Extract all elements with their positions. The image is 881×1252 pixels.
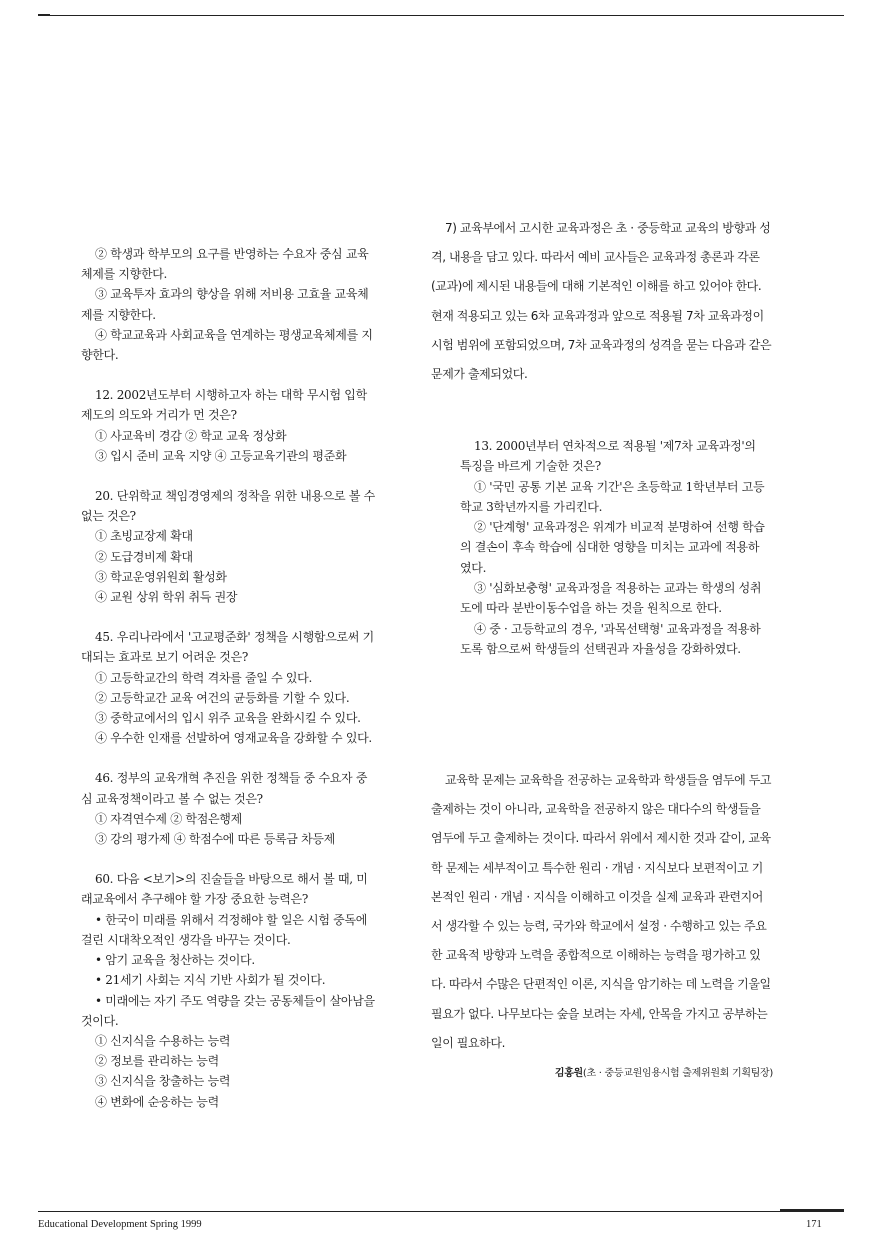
question-13-option: ④ 중 · 고등학교의 경우, '과목선택형' 교육과정을 적용하도록 함으로써 학생들의 선택권과 자율성을 강화하였다. [460,621,761,656]
left-paragraph: ① 고등학교간의 학력 격차를 줄일 수 있다. [95,670,312,685]
left-paragraph: ④ 학교교육과 사회교육을 연계하는 평생교육체제를 지향한다. [81,327,373,363]
question-13-option: ③ '심화보충형' 교육과정을 적용하는 교과는 학생의 성취도에 따라 분반이동수업을 하는 것을 원칙으로 한다. [460,581,762,616]
left-paragraph: ② 정보를 관리하는 능력 [95,1054,219,1069]
author-role: (초 · 중등교원임용시험 출제위원회 기획팀장) [582,1068,773,1080]
paragraph-gap [81,607,376,627]
author-credit [431,1064,773,1084]
left-paragraph: 20. 단위학교 책임경영제의 정착을 위한 내용으로 볼 수 없는 것은? [81,489,375,524]
top-rule [38,15,844,16]
right-intro-paragraph: 7) 교육부에서 고시한 교육과정은 초 · 중등학교 교육의 방향과 성격, 내용을 담고 있다. 따라서 예비 교사들은 교육과정 총론과 각론(교과)에 제시된 내용들에 대해 기본적인 이해를 하고 있어야 한다. 현재 적용되고 있는 6차 교육과정과 앞으로 적용될 7차 교육과정이 시험 범위에 포함되었으며, 7차 교육과정의 성격을 묻는 다음과 같은 문제가 출제되었다. [431,221,772,382]
left-paragraph: 12. 2002년도부터 시행하고자 하는 대학 무시험 입학제도의 의도와 거리가 먼 것은? [81,388,367,423]
question-13-option: ② '단계형' 교육과정은 위계가 비교적 분명하여 선행 학습의 결손이 후속 학습에 심대한 영향을 미치는 교과에 적용하였다. [460,520,765,575]
left-paragraph: • 한국이 미래를 위해서 걱정해야 할 일은 시험 중독에 걸린 시대착오적인 생각을 바꾸는 것이다. [81,912,368,947]
left-paragraph: • 미래에는 자기 주도 역량을 갖는 공동체들이 살아남을 것이다. [81,993,375,1028]
left-paragraph: ③ 교육투자 효과의 향상을 위해 저비용 고효율 교육체제를 지향한다. [81,287,369,322]
top-rule-accent [38,14,50,16]
left-paragraph: 46. 정부의 교육개혁 추진을 위한 정책들 중 수요자 중심 교육정책이라고 볼 수 없는 것은? [81,771,368,806]
left-paragraph: ② 도급경비제 확대 [95,549,193,564]
paragraph-gap [81,849,376,869]
left-paragraph: ③ 강의 평가제 ④ 학점수에 따른 등록금 차등제 [95,832,335,847]
left-paragraph: ③ 신지식을 창출하는 능력 [95,1074,231,1089]
right-column [431,214,773,389]
right-conclusion [431,766,773,1084]
bottom-rule [38,1211,844,1212]
left-paragraph: 45. 우리나라에서 '고교평준화' 정책을 시행함으로써 기대되는 효과로 보기 어려운 것은? [81,630,374,665]
left-paragraph: ④ 교원 상위 학위 취득 권장 [95,590,238,605]
left-paragraph: ④ 변화에 순응하는 능력 [95,1094,219,1109]
page-number: 171 [806,1219,822,1230]
paragraph-gap [81,365,376,385]
left-paragraph: ① 사교육비 경감 ② 학교 교육 정상화 [95,428,287,443]
left-paragraph: ① 자격연수제 ② 학점은행제 [95,811,242,826]
left-paragraph: ③ 학교운영위원회 활성화 [95,569,227,584]
journal-footer: Educational Development Spring 1999 [38,1219,202,1230]
left-paragraph: ③ 입시 준비 교육 지양 ④ 고등교육기관의 평준화 [95,448,347,463]
bottom-rule-accent [780,1209,844,1211]
conclusion-paragraph: 교육학 문제는 교육학을 전공하는 교육학과 학생들을 염두에 두고 출제하는 것이 아니라, 교육학을 전공하지 않은 대다수의 학생들을 염두에 두고 출제하는 것이다. 따라서 위에서 제시한 것과 같이, 교육학 문제는 세부적이고 특수한 원리 · 개념 · 지식보다 보편적이고 기본적인 원리 · 개념 · 지식을 이해하고 이것을 실제 교육과 관련지어서 생각할 수 있는 능력, 국가와 학교에서 설정 · 수행하고 있는 주요한 교육적 방향과 노력을 종합적으로 이해하는 능력을 평가하고 있다. 따라서 수많은 단편적인 이론, 지식을 암기하는 데 노력을 기울일 필요가 없다. 나무보다는 숲을 보려는 자세, 안목을 가지고 공부하는 일이 필요하다. [431,773,772,1050]
left-paragraph: ② 고등학교간 교육 여건의 균등화를 기할 수 있다. [95,690,350,705]
question-13-stem: 13. 2000년부터 연차적으로 적용될 '제7차 교육과정'의 특징을 바르게 기술한 것은? [460,439,756,474]
question-13-option: ① '국민 공통 기본 교육 기간'은 초등학교 1학년부터 고등학교 3학년까지를 가리킨다. [460,479,765,514]
left-paragraph: ① 초빙교장제 확대 [95,529,193,544]
left-paragraph: • 21세기 사회는 지식 기반 사회가 될 것이다. [95,973,326,988]
left-paragraph: ① 신지식을 수용하는 능력 [95,1033,231,1048]
left-paragraph: • 암기 교육을 청산하는 것이다. [95,953,255,968]
left-paragraph: ④ 우수한 인재를 선발하여 영재교육을 강화할 수 있다. [95,731,372,746]
question-13 [460,436,765,659]
author-name: 김홍원 [554,1068,583,1080]
left-column [81,244,376,1112]
paragraph-gap [81,466,376,486]
paragraph-gap [81,748,376,768]
left-paragraph: 60. 다음 <보기>의 진술들을 바탕으로 해서 볼 때, 미래교육에서 추구해야 할 가장 중요한 능력은? [81,872,368,907]
left-paragraph: ② 학생과 학부모의 요구를 반영하는 수요자 중심 교육체제를 지향한다. [81,247,369,282]
left-paragraph: ③ 중학교에서의 입시 위주 교육을 완화시킬 수 있다. [95,711,361,726]
